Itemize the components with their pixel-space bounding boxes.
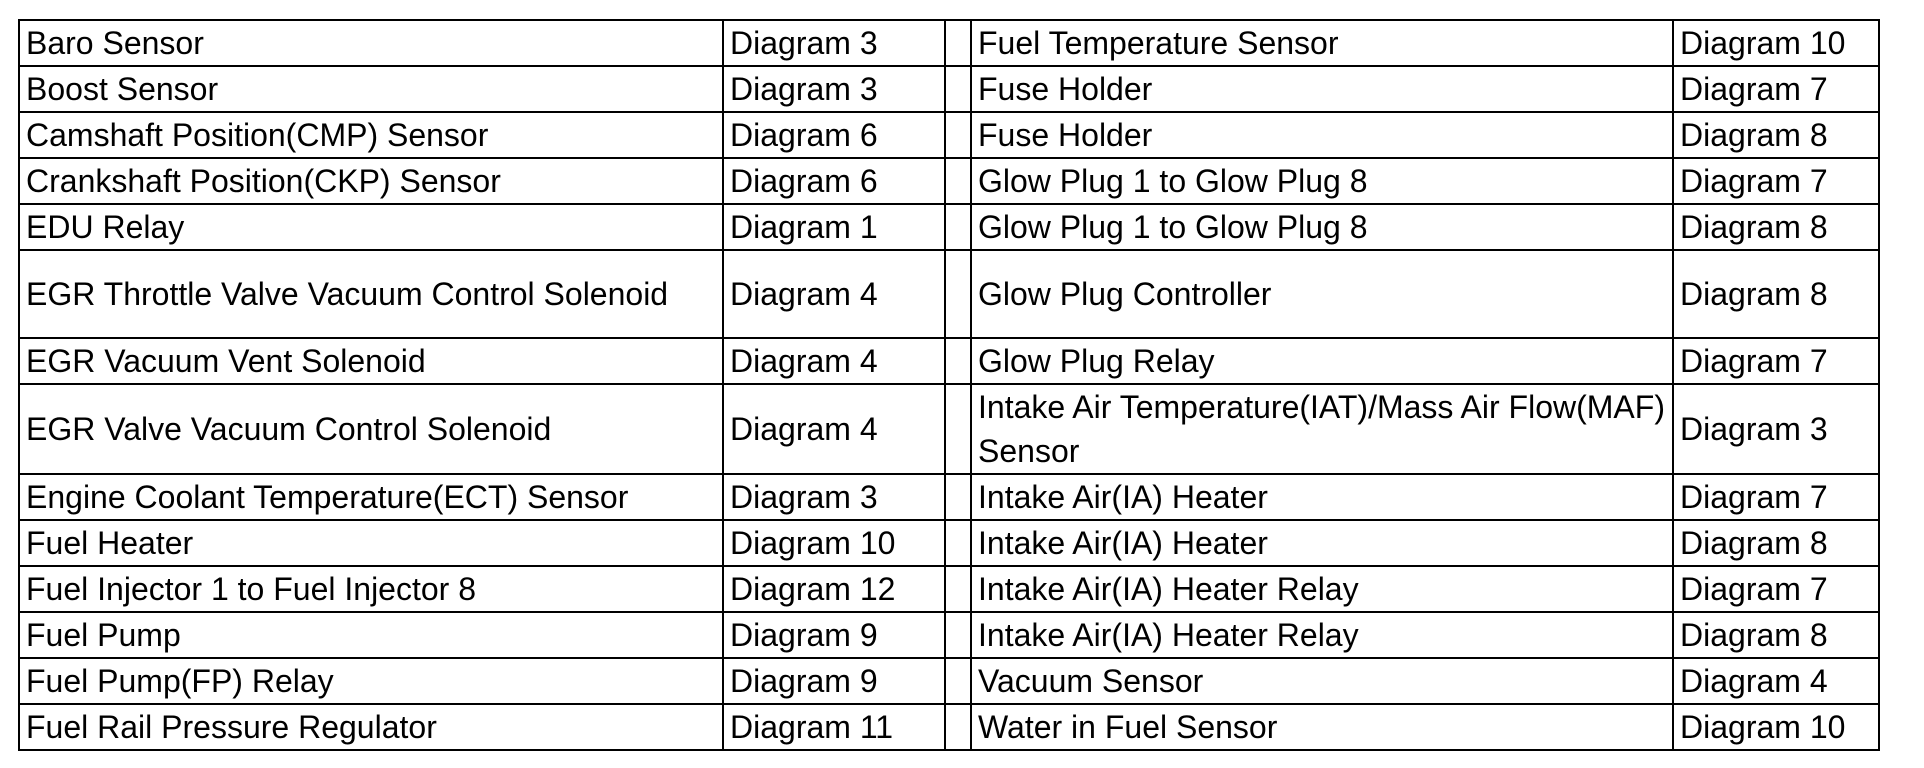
left-diagram-cell: Diagram 3 [723,66,945,112]
column-separator [945,250,971,338]
right-diagram-cell: Diagram 8 [1673,612,1879,658]
right-component-cell: Fuel Temperature Sensor [971,20,1673,66]
left-component-cell: Camshaft Position(CMP) Sensor [19,112,723,158]
left-component-cell: EDU Relay [19,204,723,250]
right-component-cell: Glow Plug Relay [971,338,1673,384]
table-row [19,338,1879,384]
left-diagram-cell: Diagram 10 [723,520,945,566]
column-separator [945,158,971,204]
column-separator [945,658,971,704]
table-row [19,20,1879,66]
right-diagram-cell: Diagram 10 [1673,704,1879,750]
left-component-cell: Fuel Rail Pressure Regulator [19,704,723,750]
right-diagram-cell: Diagram 7 [1673,474,1879,520]
left-component-cell: Fuel Heater [19,520,723,566]
right-diagram-cell: Diagram 4 [1673,658,1879,704]
left-component-cell: Baro Sensor [19,20,723,66]
table-body [19,20,1879,750]
left-diagram-cell: Diagram 4 [723,384,945,474]
left-component-cell: Fuel Pump(FP) Relay [19,658,723,704]
right-component-cell: Glow Plug 1 to Glow Plug 8 [971,204,1673,250]
column-separator [945,112,971,158]
table-row [19,66,1879,112]
right-diagram-cell: Diagram 10 [1673,20,1879,66]
table-row [19,204,1879,250]
left-diagram-cell: Diagram 6 [723,112,945,158]
left-diagram-cell: Diagram 9 [723,612,945,658]
table-row [19,704,1879,750]
right-diagram-cell: Diagram 8 [1673,250,1879,338]
left-component-cell: Boost Sensor [19,66,723,112]
column-separator [945,566,971,612]
left-diagram-cell: Diagram 6 [723,158,945,204]
right-diagram-cell: Diagram 7 [1673,66,1879,112]
left-diagram-cell: Diagram 11 [723,704,945,750]
right-component-cell: Intake Air(IA) Heater [971,474,1673,520]
table-row [19,658,1879,704]
table-row [19,158,1879,204]
left-component-cell: EGR Vacuum Vent Solenoid [19,338,723,384]
right-component-cell: Glow Plug 1 to Glow Plug 8 [971,158,1673,204]
left-component-cell: Fuel Pump [19,612,723,658]
component-diagram-table [18,19,1880,751]
left-diagram-cell: Diagram 4 [723,338,945,384]
right-component-cell: Glow Plug Controller [971,250,1673,338]
left-diagram-cell: Diagram 1 [723,204,945,250]
column-separator [945,520,971,566]
right-component-cell: Intake Air(IA) Heater [971,520,1673,566]
table-row [19,612,1879,658]
left-component-cell: Crankshaft Position(CKP) Sensor [19,158,723,204]
left-component-cell: EGR Throttle Valve Vacuum Control Solenoid [19,250,723,338]
column-separator [945,612,971,658]
right-diagram-cell: Diagram 8 [1673,112,1879,158]
right-component-cell: Intake Air(IA) Heater Relay [971,566,1673,612]
right-component-cell: Intake Air(IA) Heater Relay [971,612,1673,658]
left-component-cell: EGR Valve Vacuum Control Solenoid [19,384,723,474]
left-diagram-cell: Diagram 4 [723,250,945,338]
table-row [19,384,1879,474]
left-component-cell: Engine Coolant Temperature(ECT) Sensor [19,474,723,520]
right-diagram-cell: Diagram 7 [1673,566,1879,612]
left-diagram-cell: Diagram 3 [723,474,945,520]
right-diagram-cell: Diagram 8 [1673,204,1879,250]
table-row [19,250,1879,338]
right-component-cell: Intake Air Temperature(IAT)/Mass Air Flow(MAF) Sensor [971,384,1673,474]
right-component-cell: Vacuum Sensor [971,658,1673,704]
column-separator [945,20,971,66]
left-diagram-cell: Diagram 3 [723,20,945,66]
right-diagram-cell: Diagram 7 [1673,338,1879,384]
table-row [19,566,1879,612]
table-row [19,474,1879,520]
right-component-cell: Water in Fuel Sensor [971,704,1673,750]
column-separator [945,704,971,750]
left-component-cell: Fuel Injector 1 to Fuel Injector 8 [19,566,723,612]
column-separator [945,204,971,250]
left-diagram-cell: Diagram 9 [723,658,945,704]
right-diagram-cell: Diagram 7 [1673,158,1879,204]
column-separator [945,384,971,474]
right-diagram-cell: Diagram 3 [1673,384,1879,474]
table-row [19,112,1879,158]
right-component-cell: Fuse Holder [971,112,1673,158]
right-diagram-cell: Diagram 8 [1673,520,1879,566]
column-separator [945,474,971,520]
table-row [19,520,1879,566]
column-separator [945,338,971,384]
column-separator [945,66,971,112]
right-component-cell: Fuse Holder [971,66,1673,112]
left-diagram-cell: Diagram 12 [723,566,945,612]
